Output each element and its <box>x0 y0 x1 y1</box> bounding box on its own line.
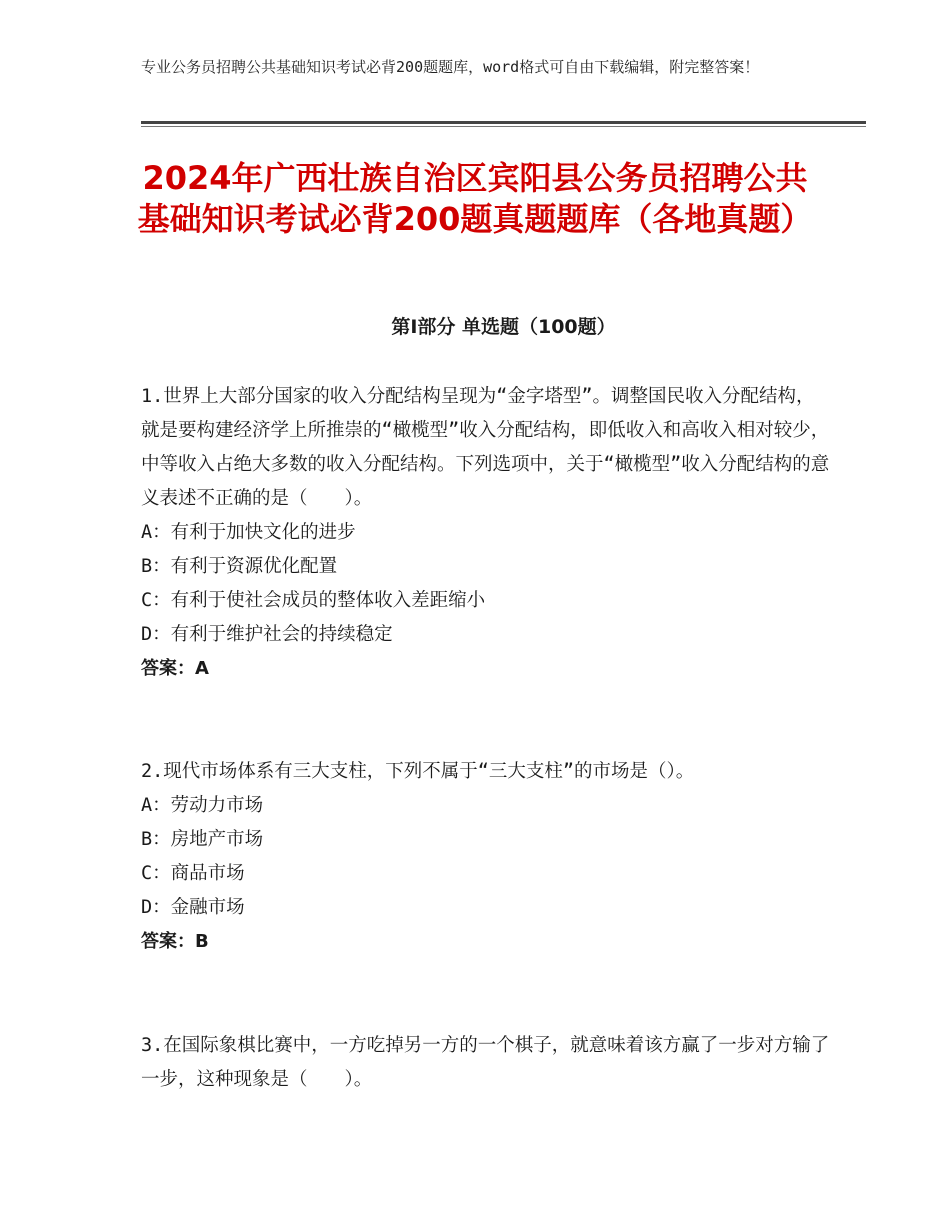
option-c: C：商品市场 <box>141 863 245 884</box>
header-divider-thick <box>141 121 866 124</box>
option-d: D：有利于维护社会的持续稳定 <box>141 624 393 645</box>
question-2 <box>141 755 831 959</box>
question-stem: 2.现代市场体系有三大支柱，下列不属于“三大支柱”的市场是（）。 <box>141 761 695 782</box>
option-c: C：有利于使社会成员的整体收入差距缩小 <box>141 590 486 611</box>
option-b: B：房地产市场 <box>141 829 264 850</box>
question-1 <box>141 380 831 686</box>
header-note: 专业公务员招聘公共基础知识考试必背200题题库，word格式可自由下载编辑，附完整答案！ <box>141 58 760 76</box>
document-title: 2024年广西壮族自治区宾阳县公务员招聘公共基础知识考试必背200题真题题库（各地真题） <box>137 159 813 238</box>
question-stem: 1.世界上大部分国家的收入分配结构呈现为“金字塔型”。调整国民收入分配结构，就是要构建经济学上所推崇的“橄榄型”收入分配结构，即低收入和高收入相对较少，中等收入占绝大多数的收入分配结构。下列选项中，关于“橄榄型”收入分配结构的意义表述不正确的是（ ）。 <box>141 386 830 509</box>
option-b: B：有利于资源优化配置 <box>141 556 338 577</box>
option-a: A：有利于加快文化的进步 <box>141 522 356 543</box>
option-a: A：劳动力市场 <box>141 795 264 816</box>
section-title: 第Ⅰ部分 单选题（100题） <box>391 316 616 338</box>
option-d: D：金融市场 <box>141 897 245 918</box>
question-stem: 3.在国际象棋比赛中，一方吃掉另一方的一个棋子，就意味着该方赢了一步对方输了一步，这种现象是（ ）。 <box>141 1035 830 1090</box>
answer-label: 答案：B <box>141 931 209 952</box>
answer-label: 答案：A <box>141 658 209 679</box>
question-3 <box>141 1029 831 1097</box>
header-divider-thin <box>141 126 866 127</box>
